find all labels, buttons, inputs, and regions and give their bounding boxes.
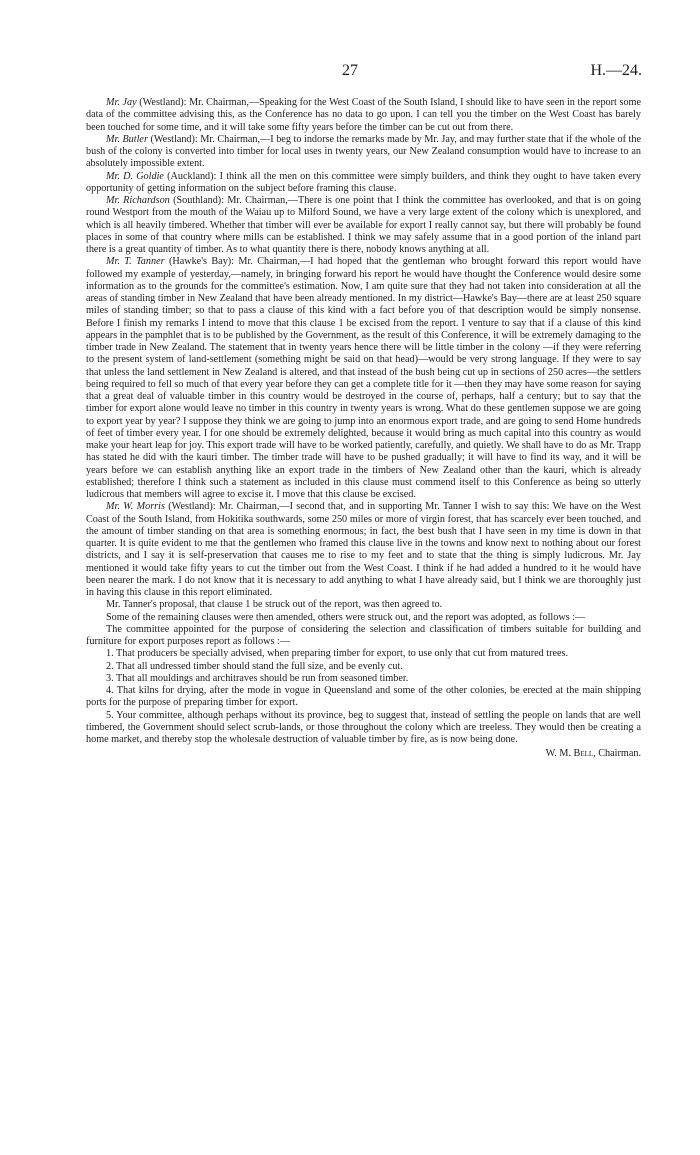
clause-item: 1. That producers be specially advised, when preparing timber for export, to use only that cut from matured trees.	[106, 648, 569, 660]
speech-text: (Hawke's Bay): Mr. Chairman,—I had hoped that the gentleman who brought forward this report would have followed my example of yesterday,—namely, in bringing forward his report he would have thought the Conference would desire some information as to the grounds for the committee's estimation. Now, I am quite sure that they had not taken into consideration at all the areas of standing timber in New Zealand that have been already mentioned. In my district—Hawke's Bay—there are at least 250 square miles of standing timber; so that to pass a clause of this kind with a fact before you of that description would be simply nonsense. Before I finish my remarks I intend to move that this clause 1 be excised from the report. I venture to say that if a clause of this kind appears in the pamphlet that is to be published by the Government, as the result of this Conference, it will be extremely damaging to the timber trade in New Zealand. The statement that in twenty years hence there will be little timber in the colony —if they were referring to the present system of land-settlement (something might be said on that head)—would be very strong language. If they were to say that unless the land settlement in New Zealand is altered, and that instead of the bush being cut up in sections of 250 acres—the settlers being required to fell so much of that every year before they can get a complete title for it —then they may have some reason for saying that a great deal of valuable timber in this country would be destroyed in the course of, perhaps, half a century; but to say that the timber for export alone would leave no timber in this country in twenty years is wrong. What do these gentlemen suppose we are going to export year by year? I suppose they think we are going to jump into an enormous export trade, and are going to send Home hundreds of feet of timber every year. I for one should be extremely delighted, because it would bring as much capital into this country as would make your heart leap for joy. This export trade will have to be worked patiently, carefully, and quietly. We shall have to do as Mr. Trapp has stated he did with the kauri timber. The timber trade will have to be pushed gradually; it will have to find its way, and it will be years before we can establish anything like an export trade in the timbers of New Zealand other than the kauri, which is already established; therefore I think such a statement as included in this clause must commend itself to this Conference as being so utterly ludicrous that members will agree to excise it. I move that this clause be excised.	[86, 256, 641, 500]
page-body	[86, 97, 641, 761]
speech-richardson	[86, 195, 641, 256]
speech-text: (Westland): Mr. Chairman,—Speaking for the West Coast of the South Island, I should like to have seen in the report some data of the committee advising this, as the Conference has no data to go upon. I can tell you the timber on the West Coast has barely been touched for some time, and it will take some fifty years before the timber can be cut out from there.	[86, 97, 641, 133]
speaker-name: Mr. W. Morris	[106, 501, 165, 513]
page-number: 27	[342, 62, 358, 79]
speaker-name: Mr. Butler	[106, 133, 148, 145]
clause-item: 2. That all undressed timber should stand the full size, and be evenly cut.	[106, 660, 403, 672]
speech-tanner	[86, 256, 641, 501]
clause-item: 3. That all mouldings and architraves should be run from seasoned timber.	[106, 672, 409, 684]
speech-butler	[86, 134, 641, 171]
speech-goldie	[86, 171, 641, 196]
speaker-name: Mr. D. Goldie	[106, 170, 164, 182]
signature	[86, 748, 641, 760]
speech-jay	[86, 97, 641, 134]
report-clauses	[86, 648, 641, 746]
signature-name: W. M. Bell	[545, 748, 594, 760]
resolution-paragraph: Mr. Tanner's proposal, that clause 1 be struck out of the report, was then agreed to.	[106, 599, 443, 611]
speaker-name: Mr. Richardson	[106, 195, 170, 206]
speech-text: (Westland): Mr. Chairman,—I second that, and in supporting Mr. Tanner I wish to say this: We have on the West Coast of the South Island, from Hokitika southwards, some 250 miles or more of virgin forest, that has scarcely ever been touched, and the amount of timber standing on that area is something enormous; in fact, the best bush that I have seen in my time is down in that quarter. It is quite evident to me that the gentlemen who framed this clause live in the towns and know next to nothing about our forest districts, and I say it is self-preservation that causes me to rise to my feet and to state that the thing is simply ludicrous. Mr. Jay mentioned it would take fifty years to cut the timber out from the West Coast. I think if he had added a hundred to it he would have been nearer the mark. I do not know that it is necessary to add anything to what I have already said, but I think we are thoroughly just in having this clause in this report eliminated.	[86, 501, 641, 598]
speech-morris	[86, 501, 641, 599]
clause-item: 4. That kilns for drying, after the mode in vogue in Queensland and some of the other colonies, be erected at the main shipping ports for the purpose of preparing timber for export.	[86, 685, 641, 709]
speaker-name: Mr. Jay	[106, 97, 137, 108]
speech-text: (Westland): Mr. Chairman,—I beg to indorse the remarks made by Mr. Jay, and may further state that if the whole of the bush of the colony is converted into timber for local uses in twenty years, our New Zealand consumption would have to increase to an absolutely impossible extent.	[86, 133, 641, 170]
speaker-name: Mr. T. Tanner	[106, 256, 165, 268]
speech-text: (Auckland): I think all the men on this committee were simply builders, and think they ought to have taken every opportunity of getting information on the subject before framing this clause.	[86, 170, 642, 194]
clause-item: 5. Your committee, although perhaps without its province, beg to suggest that, instead of settling the people on lands that are well timbered, the Government should select scrub-lands, or those throughout the colony which are treeless. They would then be creating a home market, and thereby stop the wholesale destruction of valuable timber by fire, as is now being done.	[86, 709, 641, 745]
speech-text: (Southland): Mr. Chairman,—There is one point that I think the committee has overlooked, and that is on going round Westport from the mouth of the Waiau up to Milford Sound, we have a very large extent of the colony which is unexplored, and which is all heavily timbered. Whether that timber will ever be available for export I really cannot say, but there will probably be found places in some of that country where mills can be established. I think we may safely assume that in a good portion of the inland part there is a great quantity of timber. As to what quantity there is there, nobody knows anything at all.	[86, 195, 641, 255]
report-intro: The committee appointed for the purpose of considering the selection and classification of timbers suitable for building and furniture for export purposes report as follows :—	[86, 623, 641, 647]
signature-title: , Chairman.	[593, 748, 641, 760]
resolution-paragraph: Some of the remaining clauses were then amended, others were struck out, and the report was adopted, as follows :—	[106, 611, 586, 623]
document-code: H.—24.	[590, 62, 642, 79]
